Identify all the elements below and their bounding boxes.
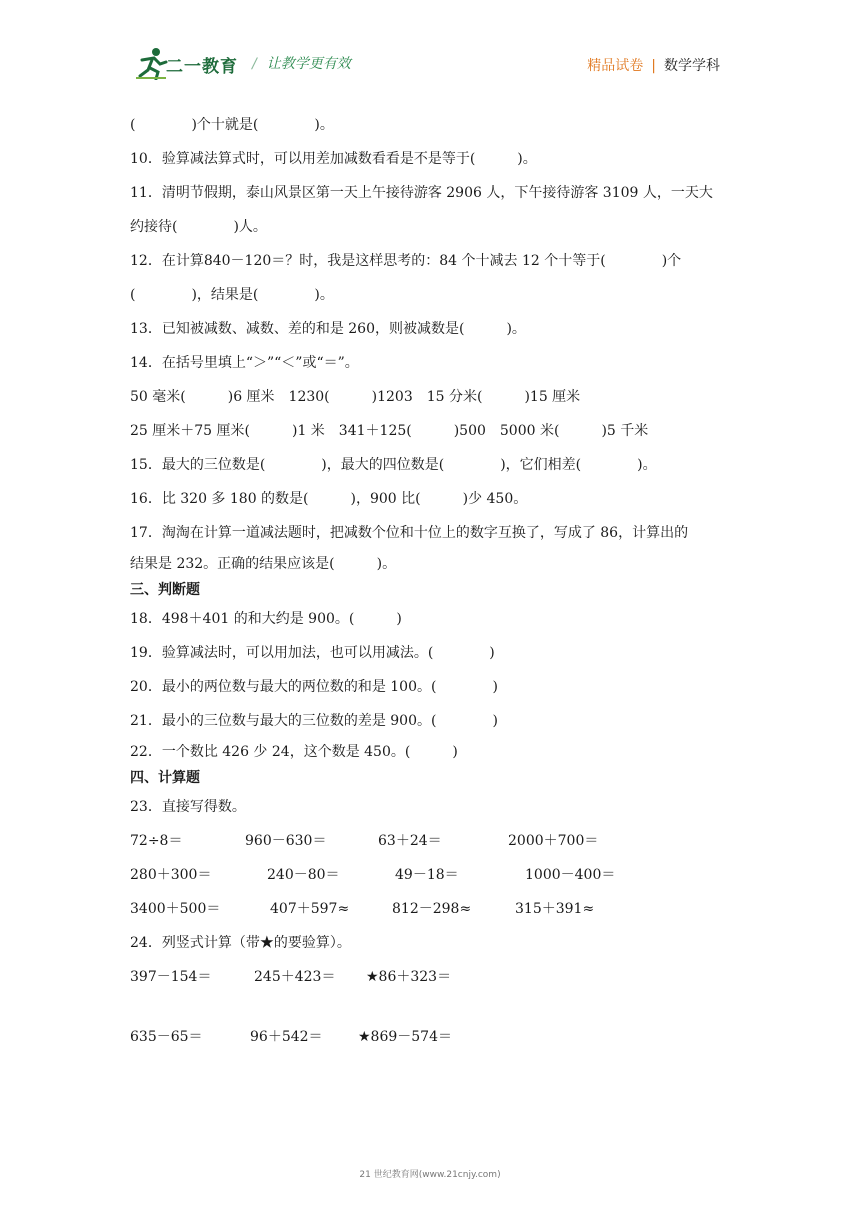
page-header [0, 0, 860, 100]
question-line: 12．在计算840－120＝？时，我是这样思考的：84 个十减去 12 个十等于( )个 [130, 253, 682, 269]
question-line: 约接待( )人。 [130, 219, 267, 235]
question-24: 24．列竖式计算（带★的要验算）。 [130, 935, 351, 951]
vertical-calc-row [130, 1020, 740, 1054]
question-line: ( )个十就是( )。 [130, 117, 334, 133]
quality-label: 精品试卷 [587, 58, 644, 74]
question-line: 17．淘淘在计算一道减法题时，把减数个位和十位上的数字互换了，写成了 86，计算出的 [130, 525, 689, 541]
calc-item: 3400＋500＝ [130, 901, 221, 917]
slogan-slash: / [252, 56, 257, 72]
judgement-item: 19．验算减法时，可以用加法，也可以用减法。( ) [130, 645, 495, 661]
slogan-text: 让教学更有效 [266, 56, 351, 72]
section-heading-calculation: 四、计算题 [130, 770, 200, 786]
calc-item: 280＋300＝ [130, 867, 212, 883]
calc-row [130, 824, 740, 858]
calc-item: 1000－400＝ [525, 867, 616, 883]
calc-item: 240－80＝ [267, 867, 340, 883]
vertical-calc-item: 397－154＝ [130, 969, 212, 985]
question-line: 结果是 232。正确的结果应该是( )。 [130, 556, 397, 572]
vertical-calc-item: ★869－574＝ [358, 1029, 452, 1045]
question-23: 23．直接写得数。 [130, 799, 246, 815]
exam-content [130, 108, 740, 1054]
question-line: 10．验算减法算式时，可以用差加减数看看是不是等于( )。 [130, 151, 537, 167]
calc-item: 2000＋700＝ [508, 833, 599, 849]
header-right [587, 55, 720, 75]
calc-item: 72÷8＝ [130, 833, 183, 849]
calc-row [130, 858, 740, 892]
calc-item: 812－298≈ [392, 901, 472, 917]
question-line: 11．清明节假期，泰山风景区第一天上午接待游客 2906 人，下午接待游客 3109 人，一天大 [130, 185, 713, 201]
logo [136, 46, 246, 82]
judgement-item: 18．498＋401 的和大约是 900。( ) [130, 611, 402, 627]
subject-label: 数学学科 [664, 58, 720, 74]
question-line: 14．在括号里填上“＞”“＜”或“＝”。 [130, 355, 359, 371]
judgement-item: 21．最小的三位数与最大的三位数的差是 900。( ) [130, 713, 498, 729]
question-line: 25 厘米＋75 厘米( )1 米 341＋125( )500 5000 米( )5 千米 [130, 423, 649, 439]
calc-item: 960－630＝ [245, 833, 327, 849]
slogan [252, 53, 351, 73]
vertical-calc-row [130, 960, 740, 1020]
question-line: 16．比 320 多 180 的数是( )，900 比( )少 450。 [130, 491, 528, 507]
question-line: 13．已知被减数、减数、差的和是 260，则被减数是( )。 [130, 321, 526, 337]
calc-item: 407＋597≈ [270, 901, 350, 917]
logo-text: 二一教育 [166, 57, 238, 77]
vertical-calc-item: 96＋542＝ [250, 1029, 323, 1045]
question-line: 15．最大的三位数是( )，最大的四位数是( )，它们相差( )。 [130, 457, 657, 473]
judgement-item: 20．最小的两位数与最大的两位数的和是 100。( ) [130, 679, 498, 695]
calc-row [130, 892, 740, 926]
question-line: 50 毫米( )6 厘米 1230( )1203 15 分米( )15 厘米 [130, 389, 581, 405]
runner-logo-icon [136, 46, 168, 80]
vertical-calc-item: ★86＋323＝ [366, 969, 452, 985]
page-footer: 21 世纪教育网(www.21cnjy.com) [359, 1170, 501, 1180]
calc-item: 315＋391≈ [515, 901, 595, 917]
calc-item: 63＋24＝ [378, 833, 442, 849]
header-separator: | [651, 58, 656, 74]
question-line: ( )，结果是( )。 [130, 287, 334, 303]
vertical-calc-item: 635－65＝ [130, 1029, 203, 1045]
vertical-calc-item: 245＋423＝ [254, 969, 336, 985]
calc-item: 49－18＝ [395, 867, 459, 883]
section-heading-judgement: 三、判断题 [130, 582, 200, 598]
judgement-item: 22．一个数比 426 少 24，这个数是 450。( ) [130, 744, 458, 760]
